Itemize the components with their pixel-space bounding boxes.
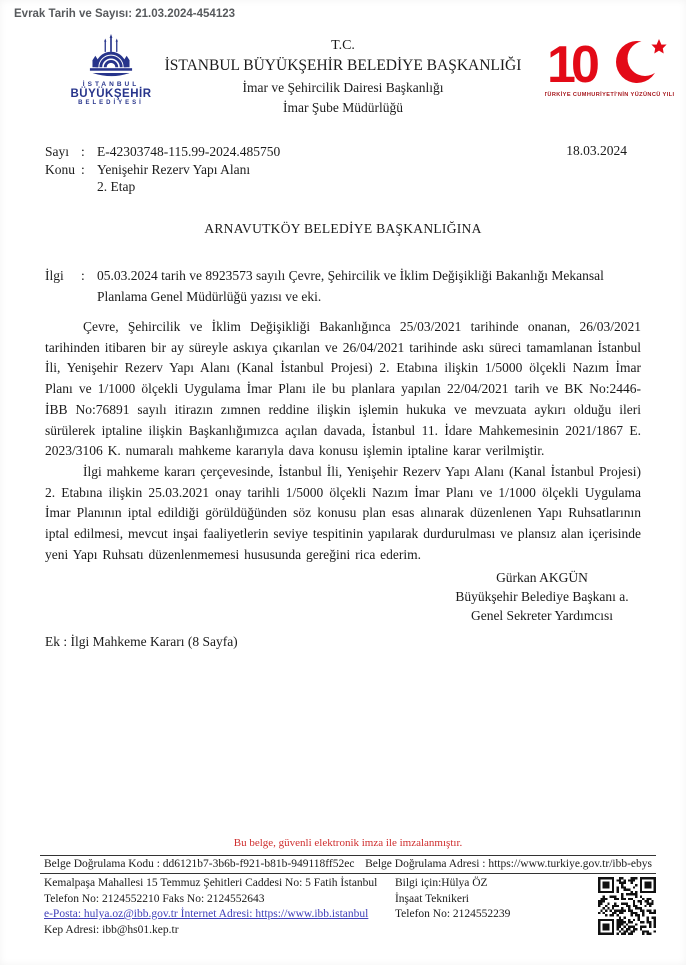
letterhead-tc: T.C. [331, 38, 355, 53]
footer-address: Kemalpaşa Mahallesi 15 Temmuz Şehitleri Caddesi No: 5 Fatih İstanbul [44, 877, 378, 889]
reference-block [45, 143, 641, 196]
footer-contact-right [389, 876, 598, 938]
ilgi-colon: : [81, 268, 85, 283]
sayi-label: Sayı [45, 144, 70, 159]
svg-text:TÜRKİYE CUMHURİYETİ'NİN YÜZÜNC: TÜRKİYE CUMHURİYETİ'NİN YÜZÜNCÜ YILI [545, 92, 675, 98]
document-date: 18.03.2024 [566, 143, 627, 158]
signer-title2: Genel Sekreter Yardımcısı [470, 608, 614, 623]
svg-text:1: 1 [547, 36, 576, 94]
letterhead [160, 38, 526, 116]
centenary-logo [544, 36, 678, 107]
footer-contact-phone: Telefon No: 2124552239 [394, 908, 511, 920]
ilgi-label: İlgi [45, 268, 64, 283]
sayi-colon: : [81, 144, 85, 159]
ibb-emblem-icon [79, 34, 143, 80]
dogrulama-kodu: Belge Doğrulama Kodu : dd6121b7-3b6b-f921-b81b-949118ff52ec [44, 857, 355, 870]
dogrulama-adresi[interactable]: Belge Doğrulama Adresi : https://www.turkiye.gov.tr/ibb-ebys [365, 857, 652, 870]
konu-label: Konu [45, 161, 75, 177]
signer-title1: Büyükşehir Belediye Başkanı a. [455, 589, 629, 604]
footer-contact-left [40, 876, 389, 938]
dogrulama-row [40, 855, 656, 875]
body-paragraph-2: İlgi mahkeme kararı çerçevesinde, İstanbul İli, Yenişehir Rezerv Yapı Alanı (Kanal İstanbul Projesi) 2. Etabına ilişkin 25.03.2021 onay tarihli 1/5000 ölçekli Nazım İmar Planı ve 1/1000 ölçekli Uygulama İmar Planının iptal edildiği görüldüğünden söz konusu plan esas alınarak düzenlenen Yapı Ruhsatlarının iptal edilmesi, mevcut inşai faaliyetlerin seviye tespitinin yapılarak durdurulması ve plansız alan içerisinde yeni Yapı Ruhsatı düzenlenmemesi hususunda gereğini rica ederim. [45, 463, 641, 562]
addressee-line: ARNAVUTKÖY BELEDİYE BAŞKANLIĞINA [204, 221, 482, 236]
footer-contact-name: Bilgi için:Hülya ÖZ [394, 877, 488, 889]
footer-phone-fax: Telefon No: 2124552210 Faks No: 2124552643 [44, 892, 265, 905]
evrak-meta-text: Evrak Tarih ve Sayısı: 21.03.2024-454123 [14, 8, 236, 20]
ilgi-text: 05.03.2024 tarih ve 8923573 sayılı Çevre, Şehircilik ve İklim Değişikliği Bakanlığı Mekansal Planlama Genel Müdürlüğü yazısı ve eki. [97, 268, 604, 304]
svg-text:0: 0 [571, 36, 600, 94]
signature-block [402, 568, 682, 625]
konu-value: Yenişehir Rezerv Yapı Alanı [97, 161, 251, 177]
konu-colon: : [81, 161, 85, 177]
letterhead-title: İSTANBUL BÜYÜKŞEHİR BELEDİYE BAŞKANLIĞI [164, 57, 522, 75]
attachment-line: Ek : İlgi Mahkeme Kararı (8 Sayfa) [45, 634, 238, 649]
footer [40, 836, 656, 938]
footer-kep: Kep Adresi: ibb@hs01.kep.tr [44, 923, 179, 936]
ibb-logo-line1: İSTANBUL [82, 81, 140, 88]
esign-note: Bu belge, güvenli elektronik imza ile imzalanmıştır. [233, 837, 463, 849]
body-paragraph-1: Çevre, Şehircilik ve İklim Değişikliği Bakanlığınca 25/03/2021 tarihinde onanan, 26/03/2021 tarihinden itibaren bir ay süreyle askıya çıkarılan ve 26/04/2021 tarihinde askı süreci tamamlanan İstanbul İli, Yenişehir Rezerv Yapı Alanı (Kanal İstanbul Projesi) 2. Etabına ilişkin 1/5000 ölçekli Nazım İmar Planı ve 1/1000 ölçekli Uygulama İmar Planı ile bu planlara yapılan 22/04/2021 tarih ve BK No:2446-İBB No:76891 sayılı itirazın zımnen reddine ilişkin işlemin hukuka ve mevzuata aykırı olduğu ileri sürülerek iptaline ilişkin Başkanlığımızca açılan davada, İstanbul 11. İdare Mahkemesinin 2021/1867 E. 2023/3106 K. numaralı mahkeme kararıyla dava konusu işlemin iptaline karar verilmiştir. [45, 319, 641, 459]
signer-name: Gürkan AKGÜN [496, 570, 588, 585]
letterhead-subtitle2: İmar Şube Müdürlüğü [283, 100, 403, 116]
footer-contact-title: İnşaat Teknikeri [394, 892, 469, 905]
ibb-logo [56, 34, 166, 106]
ilgi-block [45, 266, 641, 307]
qr-code [598, 877, 656, 935]
letter-body [45, 317, 641, 565]
konu-value-line2: 2. Etap [97, 179, 136, 194]
letterhead-subtitle1: İmar ve Şehircilik Dairesi Başkanlığı [242, 79, 444, 95]
centenary-100-icon [545, 36, 677, 102]
footer-eposta-link[interactable]: e-Posta: hulya.oz@ibb.gov.tr İnternet Adresi: https://www.ibb.istanbul [44, 908, 369, 920]
ibb-logo-line3: BELEDİYESİ [78, 100, 144, 106]
sayi-value: E-42303748-115.99-2024.485750 [97, 144, 281, 159]
ibb-logo-line2: BÜYÜKŞEHİR [70, 88, 152, 100]
